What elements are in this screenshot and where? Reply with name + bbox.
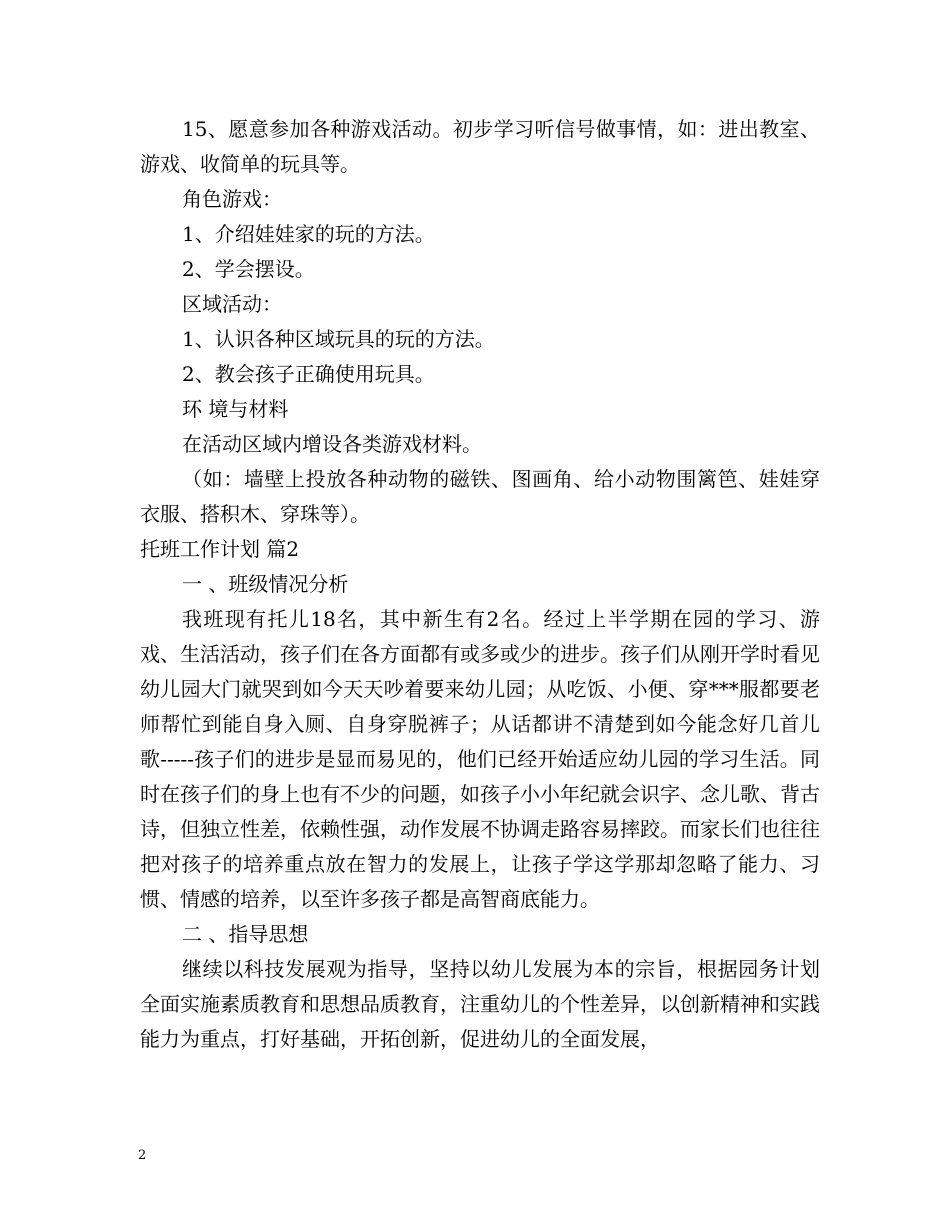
environment-materials-heading: 环 境与材料 [182, 397, 289, 421]
area-activity-item-2: 2、教会孩子正确使用玩具。 [182, 362, 435, 386]
paragraph-item-15: 15、愿意参加各种游戏活动。初步学习听信号做事情，如：进出教室、游戏、收简单的玩具等。 [140, 117, 820, 176]
area-activity-item-1: 1、认识各种区域玩具的玩的方法。 [182, 327, 495, 351]
environment-materials-text: 在活动区域内增设各类游戏材料。 [182, 432, 482, 456]
role-play-heading: 角色游戏： [182, 187, 282, 211]
environment-materials-example: （如：墙壁上投放各种动物的磁铁、图画角、给小动物围篱笆、娃娃穿衣服、搭积木、穿珠等）。 [140, 467, 820, 526]
area-activity-heading: 区域活动： [182, 292, 282, 316]
page-number: 2 [138, 1148, 147, 1163]
role-play-item-1: 1、介绍娃娃家的玩的方法。 [182, 222, 435, 246]
page-content [140, 112, 820, 1057]
guiding-thought-text: 继续以科技发展观为指导，坚持以幼儿发展为本的宗旨，根据园务计划全面实施素质教育和思想品质教育，注重幼儿的个性差异，以创新精神和实践能力为重点，打好基础，开拓创新，促进幼儿的全面发展， [140, 957, 820, 1051]
class-analysis-text: 我班现有托儿18名，其中新生有2名。经过上半学期在园的学习、游戏、生活活动，孩子们在各方面都有或多或少的进步。孩子们从刚开学时看见幼儿园大门就哭到如今天天吵着要来幼儿园；从吃饭、小便、穿***服都要老师帮忙到能自身入厕、自身穿脱裤子；从话都讲不清楚到如今能念好几首儿歌-----孩子们的进步是显而易见的，他们已经开始适应幼儿园的学习生活。同时在孩子们的身上也有不少的问题，如孩子小小年纪就会识字、念儿歌、背古诗，但独立性差，依赖性强，动作发展不协调走路容易摔跤。而家长们也往往把对孩子的培养重点放在智力的发展上，让孩子学这学那却忽略了能力、习惯、情感的培养，以至许多孩子都是高智商底能力。 [140, 607, 820, 911]
section-title: 托班工作计划 篇2 [140, 537, 300, 561]
guiding-thought-heading: 二 、指导思想 [182, 922, 309, 946]
class-analysis-heading: 一 、班级情况分析 [182, 572, 349, 596]
role-play-item-2: 2、学会摆设。 [182, 257, 315, 281]
